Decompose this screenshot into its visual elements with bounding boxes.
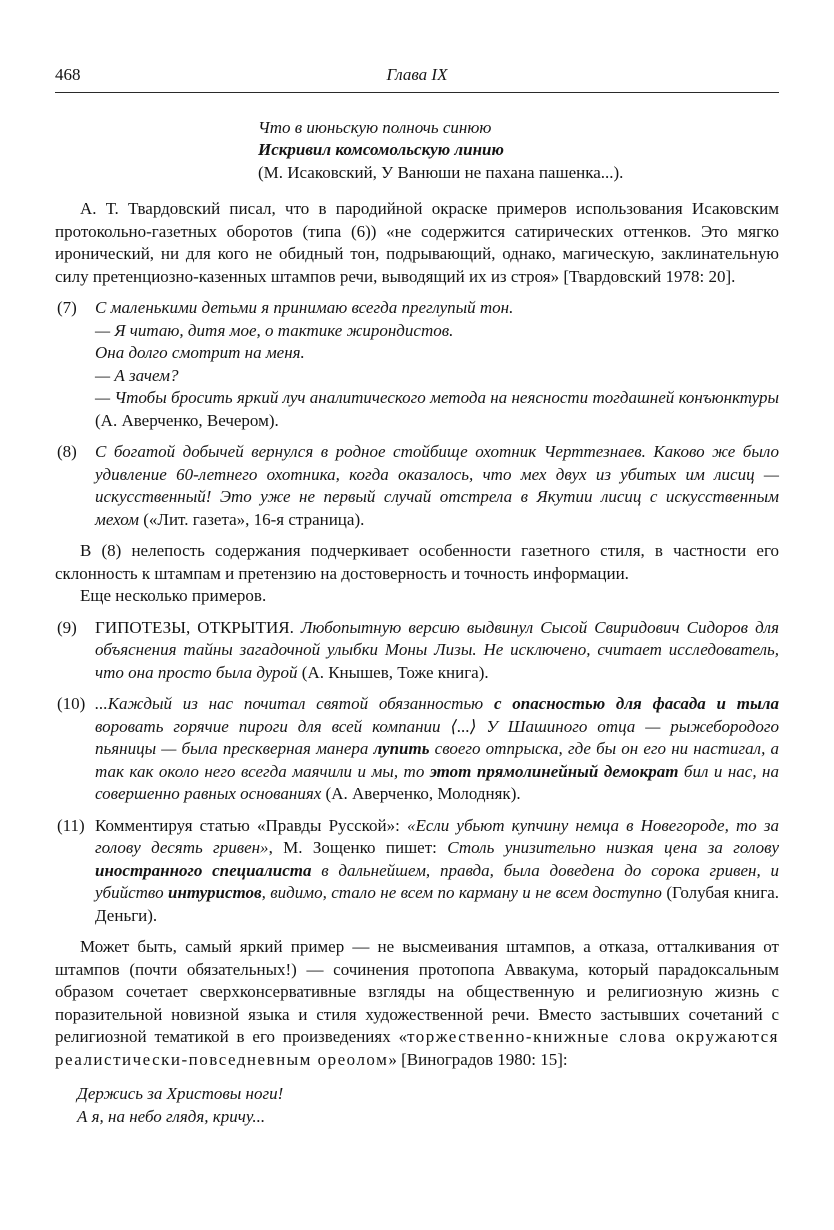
example-11 xyxy=(55,815,779,928)
text-run: (А. Аверченко, Вечером). xyxy=(95,410,279,430)
example-paragraph xyxy=(95,320,779,343)
example-paragraph xyxy=(95,693,779,806)
example-number: (9) xyxy=(57,617,77,637)
epigraph-line xyxy=(258,117,779,140)
example-7 xyxy=(55,297,779,432)
text-run: с опасностью для фасада и тыла xyxy=(493,694,779,713)
example-paragraph xyxy=(95,441,779,531)
text-run: Она долго смотрит на меня. xyxy=(95,343,305,362)
text-run: Что в июньскую полночь синюю xyxy=(258,117,492,137)
verse-avvakum xyxy=(77,1083,779,1128)
example-8 xyxy=(55,441,779,531)
text-run: торжественно-книжные слова окружаются реалистически-повседневным ореолом xyxy=(55,1027,779,1069)
paragraph-8-comment xyxy=(55,540,779,585)
example-paragraph xyxy=(95,815,779,928)
text-run: своего отпрыска, где бы он его ни настигал, а так как около него всегда маячили и мы, то xyxy=(95,739,779,781)
text-run: А. Т. Твардовский писал, что в пародийной окраске примеров использования Исаковским протокольно-газетных оборотов (типа (6)) «не содержится сатирических оттенков. Это мягко иронический, ни для кого не обидный тон, подрывающий, однако, магическую, заклинательную силу претенциозно-казенных штампов речи, выводящий их из строя» [Твардовский 1978: 20]. xyxy=(55,199,779,286)
example-number: (11) xyxy=(57,815,85,835)
epigraph-line xyxy=(258,139,779,162)
text-run: — А зачем? xyxy=(95,365,179,385)
paragraph-more-examples xyxy=(55,585,779,608)
text-run: Держись за Христовы ноги! xyxy=(77,1084,284,1103)
text-run: В (8) нелепость содержания подчеркивает особенности газетного стиля, в частности его склонность к штампам и претензию на достоверность и точность информации. xyxy=(55,541,779,583)
example-paragraph xyxy=(95,342,779,365)
text-run: (А. Аверченко, Молодняк). xyxy=(325,784,521,803)
text-run: — Я читаю, дитя мое, о тактике жирондистов. xyxy=(95,320,454,340)
verse-line xyxy=(77,1083,779,1106)
text-run: Столь унизительно низкая цена за голову xyxy=(447,838,780,857)
content xyxy=(55,117,779,1129)
text-run: иностранного специалиста xyxy=(95,860,312,880)
text-run: Любопытную версию выдвинул Сысой Свиридович Сидоров для объяснения тайны загадочной улыбки Моны Лизы. Не исключено, считает исследователь, что она просто была дурой xyxy=(95,617,779,682)
example-paragraph xyxy=(95,387,779,432)
verse-line xyxy=(77,1106,779,1129)
text-run: Еще несколько примеров. xyxy=(80,586,267,605)
text-run: бил и нас, на совершенно равных основаниях xyxy=(95,761,779,803)
example-10 xyxy=(55,693,779,806)
text-run: Искривил комсомольскую линию xyxy=(258,140,504,159)
epigraph-isakovsky xyxy=(258,117,779,185)
text-run: , видимо, стало не всем по карману и не всем доступно xyxy=(261,883,667,902)
example-paragraph xyxy=(95,365,779,388)
example-paragraph xyxy=(95,617,779,685)
text-run: этот прямолинейный демократ xyxy=(429,761,679,781)
text-run: «Если убьют купчину немца в Новегороде, то за голову десять гривен» xyxy=(95,815,779,857)
text-run: , М. Зощенко пишет: xyxy=(268,838,448,857)
example-9 xyxy=(55,617,779,685)
text-run: Комментируя статью «Правды Русской»: xyxy=(95,815,407,835)
text-run: в дальнейшем, правда, была доведена до сорока гривен, и убийство xyxy=(95,860,779,902)
example-number: (10) xyxy=(57,694,86,713)
text-run: ...Каждый из нас почитал святой обязанностью xyxy=(95,694,494,713)
text-run: — Чтобы бросить яркий луч аналитического метода на неясности тогдашней конъюнктуры xyxy=(95,388,779,407)
text-run: («Лит. газета», 16-я страница). xyxy=(143,509,365,529)
chapter-title: Глава IX xyxy=(386,65,448,84)
page-number: 468 xyxy=(55,65,81,84)
text-run: (М. Исаковский, У Ванюши не пахана пашенка...). xyxy=(258,162,624,182)
text-run: ГИПОТЕЗЫ, ОТКРЫТИЯ. xyxy=(95,617,301,637)
text-run: » [Виноградов 1980: 15]: xyxy=(388,1049,568,1069)
epigraph-line xyxy=(258,162,779,185)
text-run: Может быть, самый яркий пример — не высмеивания штампов, а отказа, отталкивания от штампов (почти обязательных!) — сочинения протопопа Аввакума, который парадоксальным образом сочетает сверхконсервативные взгляды на общественную и религиозную жизнь с поразительной новизной языка и стиля художественной речи. Вместо застывших сочетаний с религиозной тематикой в его произведениях « xyxy=(55,937,779,1046)
page-header xyxy=(55,64,779,93)
text-run: А я, на небо глядя, кричу... xyxy=(77,1106,266,1126)
text-run: С богатой добычей вернулся в родное стойбище охотник Черттезнаев. Каково же было удивление 60-летнего охотника, когда оказалось, что мех двух из убитых им лисиц — искусственный! Это уже не первый случай отстрела в Якутии лисиц с искусственным мехом xyxy=(95,442,779,529)
example-number: (8) xyxy=(57,442,77,461)
text-run: лупить xyxy=(373,739,430,758)
example-number: (7) xyxy=(57,298,77,317)
text-run: интуристов xyxy=(167,883,262,902)
paragraph-tvardovsky xyxy=(55,198,779,288)
example-paragraph xyxy=(95,297,779,320)
text-run: (А. Кнышев, Тоже книга). xyxy=(301,662,489,682)
text-run: С маленькими детьми я принимаю всегда преглупый тон. xyxy=(95,298,514,317)
text-run: (Голубая книга. Деньги). xyxy=(95,883,779,925)
paragraph-avvakum xyxy=(55,936,779,1071)
text-run: воровать горячие пироги для всей компании ⟨...⟩ У Шашиного отца — рыжебородого пьяницы — была прескверная манера xyxy=(95,716,779,758)
